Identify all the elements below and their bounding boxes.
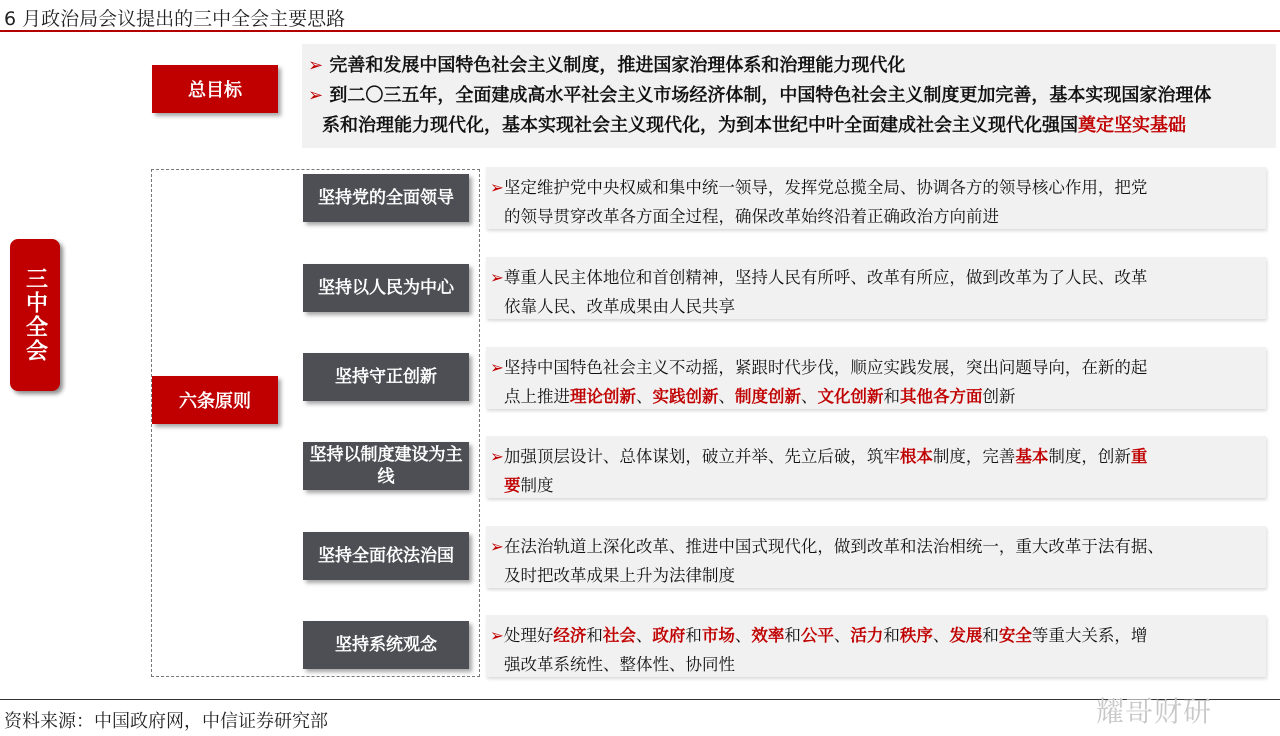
description-text: 、 <box>932 626 950 645</box>
description-text: 及时把改革成果上升为法律制度 <box>504 566 735 585</box>
highlighted-keyword: 要 <box>504 476 521 495</box>
description-text: 、 <box>636 387 653 406</box>
description-text: 依靠人民、改革成果由人民共享 <box>504 297 735 316</box>
goal-line-2 <box>308 81 1211 107</box>
highlighted-keyword: 效率 <box>751 626 785 645</box>
goal-line-3 <box>322 111 1186 137</box>
principle-description-line <box>504 383 1016 407</box>
description-text: 、 <box>801 387 818 406</box>
principles-label: 六条原则 <box>152 376 278 424</box>
principle-description-line <box>504 562 735 586</box>
description-text: 、 <box>718 387 735 406</box>
bullet-arrow-icon: ➢ <box>490 626 504 645</box>
goal-text-3: 系和治理能力现代化，基本实现社会主义现代化，为到本世纪中叶全面建成社会主义现代化强国 <box>322 115 1078 136</box>
highlighted-keyword: 政府 <box>652 626 686 645</box>
principle-description-panel <box>486 615 1266 677</box>
principle-description-panel <box>486 436 1266 498</box>
principle-description-line <box>504 472 554 496</box>
principle-description-line <box>504 203 999 227</box>
description-text: 制度 <box>520 476 554 495</box>
description-text: 和 <box>784 626 801 645</box>
principle-label: 坚持全面依法治国 <box>303 532 469 580</box>
principle-label: 坚持守正创新 <box>303 353 469 401</box>
principle-label: 坚持以人民为中心 <box>303 264 469 312</box>
side-label-box <box>10 239 60 391</box>
description-text: 制度，创新 <box>1048 447 1131 466</box>
principle-description-line <box>490 622 1147 646</box>
page-title: 6 月政治局会议提出的三中全会主要思路 <box>4 8 346 30</box>
description-text: 加强顶层设计、总体谋划，破立并举、先立后破，筑牢 <box>503 447 900 466</box>
description-text: 、 <box>734 626 752 645</box>
footer-divider <box>0 699 1280 700</box>
description-text: 、 <box>833 626 851 645</box>
highlighted-keyword: 发展 <box>949 626 983 645</box>
principle-label: 坚持党的全面领导 <box>303 174 469 222</box>
description-text: 和 <box>883 626 900 645</box>
highlighted-keyword: 其他各方面 <box>900 387 983 406</box>
principle-description-line <box>490 174 1147 198</box>
description-text: 和 <box>982 626 999 645</box>
description-text: 和 <box>586 626 603 645</box>
description-text: 制度，完善 <box>932 447 1016 466</box>
description-text: 的领导贯穿改革各方面全过程，确保改革始终沿着正确政治方向前进 <box>504 207 999 226</box>
highlighted-keyword: 活力 <box>850 626 884 645</box>
description-text: 点上推进 <box>504 387 570 406</box>
description-text: 坚持中国特色社会主义不动摇，紧跟时代步伐，顺应实践发展，突出问题导向，在新的起 <box>503 358 1148 377</box>
principle-description-line <box>490 354 1147 378</box>
description-text: 处理好 <box>503 626 554 645</box>
goal-line-1 <box>308 51 905 77</box>
highlighted-keyword: 根本 <box>899 447 933 466</box>
description-text: 坚定维护党中央权威和集中统一领导，发挥党总揽全局、协调各方的领导核心作用，把党 <box>503 178 1148 197</box>
goal-text-1: 完善和发展中国特色社会主义制度，推进国家治理体系和治理能力现代化 <box>329 55 906 76</box>
title-divider <box>0 30 1280 32</box>
highlighted-keyword: 公平 <box>800 626 834 645</box>
goal-panel <box>302 44 1276 148</box>
description-text: 尊重人民主体地位和首创精神，坚持人民有所呼、改革有所应，做到改革为了人民、改革 <box>503 268 1148 287</box>
highlighted-keyword: 基本 <box>1015 447 1049 466</box>
principle-description-panel <box>486 526 1266 588</box>
highlighted-keyword: 理论创新 <box>570 387 636 406</box>
highlighted-keyword: 经济 <box>553 626 587 645</box>
highlighted-keyword: 安全 <box>998 626 1032 645</box>
watermark: 耀哥财研 <box>1096 695 1213 728</box>
description-text: 和 <box>883 387 900 406</box>
bullet-arrow-icon: ➢ <box>490 537 504 556</box>
principle-description-panel <box>486 347 1266 409</box>
highlighted-keyword: 社会 <box>602 626 636 645</box>
source-note: 资料来源：中国政府网，中信证券研究部 <box>4 711 328 732</box>
highlighted-keyword: 市场 <box>701 626 735 645</box>
principle-description-line <box>504 293 735 317</box>
highlighted-keyword: 文化创新 <box>817 387 884 406</box>
bullet-arrow-icon: ➢ <box>490 178 504 197</box>
goal-highlight: 奠定坚实基础 <box>1078 115 1186 136</box>
goal-label: 总目标 <box>152 65 278 113</box>
bullet-arrow-icon: ➢ <box>490 358 504 377</box>
principle-label: 坚持以制度建设为主线 <box>303 442 469 490</box>
principle-label: 坚持系统观念 <box>303 621 469 669</box>
side-label: 三中全会 <box>22 267 48 363</box>
bullet-arrow-icon: ➢ <box>308 85 324 106</box>
principle-description-line <box>490 443 1147 467</box>
description-text: 创新 <box>982 387 1016 406</box>
principle-description-panel <box>486 167 1266 229</box>
principle-description-panel <box>486 257 1266 319</box>
highlighted-keyword: 秩序 <box>899 626 933 645</box>
bullet-arrow-icon: ➢ <box>490 447 504 466</box>
goal-text-2: 到二〇三五年，全面建成高水平社会主义市场经济体制，中国特色社会主义制度更加完善，基本实现国家治理体 <box>329 85 1212 106</box>
description-text: 等重大关系，增 <box>1031 626 1148 645</box>
bullet-arrow-icon: ➢ <box>308 55 324 76</box>
bullet-arrow-icon: ➢ <box>490 268 504 287</box>
highlighted-keyword: 重 <box>1130 447 1148 466</box>
description-text: 在法治轨道上深化改革、推进中国式现代化，做到改革和法治相统一，重大改革于法有据、 <box>503 537 1164 556</box>
description-text: 强改革系统性、整体性、协同性 <box>504 655 735 674</box>
principle-description-line <box>490 533 1164 557</box>
description-text: 、 <box>635 626 653 645</box>
description-text: 和 <box>685 626 702 645</box>
highlighted-keyword: 实践创新 <box>652 387 719 406</box>
highlighted-keyword: 制度创新 <box>735 387 801 406</box>
principle-description-line <box>490 264 1147 288</box>
principle-description-line <box>504 651 735 675</box>
